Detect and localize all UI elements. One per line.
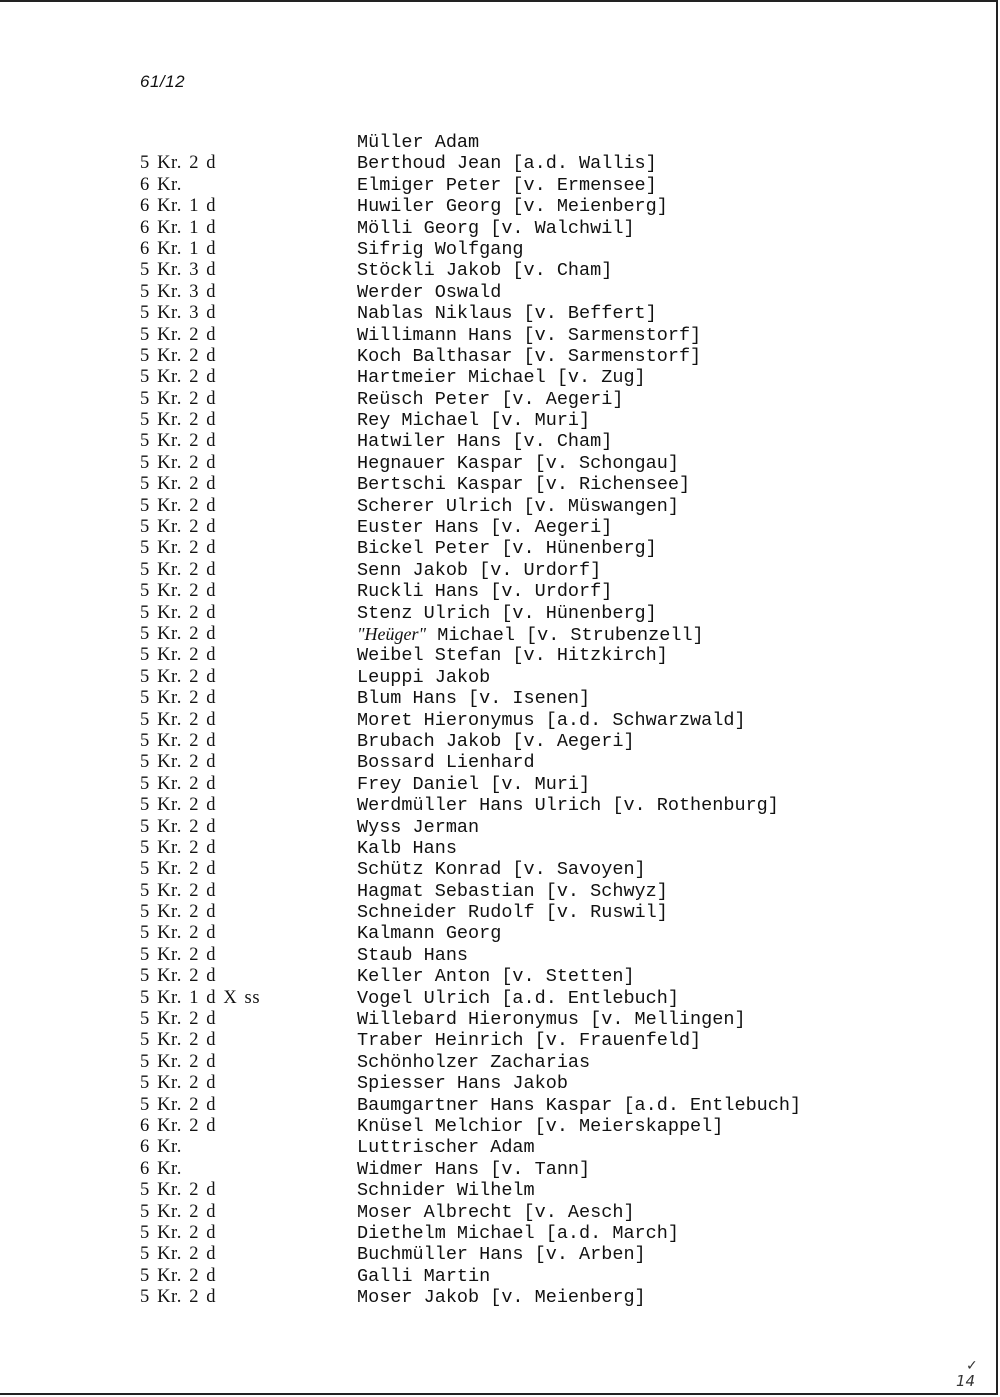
entry-person: [357, 624, 704, 645]
entry-person: [357, 496, 679, 517]
ledger-entry: [140, 410, 801, 431]
ledger-entry: [140, 153, 801, 174]
entry-amount: 5 Kr. 2 d: [140, 752, 217, 773]
entry-amount: 5 Kr. 2 d: [140, 816, 217, 837]
ledger-entry: [140, 538, 801, 559]
entry-amount: 5 Kr. 2 d: [140, 367, 217, 388]
entry-person: [357, 945, 468, 966]
entry-name: Stenz Ulrich [v. Hünenberg]: [357, 602, 657, 624]
ledger-entry: [140, 667, 801, 688]
entry-person: [357, 1073, 568, 1094]
entry-person: [357, 453, 679, 474]
entry-amount: 5 Kr. 2 d: [140, 431, 217, 452]
entry-person: [357, 560, 601, 581]
entry-amount: 5 Kr. 2 d: [140, 1094, 217, 1115]
ledger-entry: [140, 239, 801, 260]
entry-person: [357, 1009, 746, 1030]
ledger-entry: [140, 1180, 801, 1201]
entry-amount: 5 Kr. 2 d: [140, 1244, 217, 1265]
entry-person: [357, 667, 490, 688]
entry-amount: 5 Kr. 2 d: [140, 859, 217, 880]
entry-name: Berthoud Jean [a.d. Wallis]: [357, 153, 657, 175]
entry-person: [357, 303, 657, 324]
entry-person: [357, 902, 668, 923]
entry-amount: 5 Kr. 2 d: [140, 495, 217, 516]
entry-name: Bertschi Kaspar [v. Richensee]: [357, 474, 691, 496]
entry-amount: 5 Kr. 2 d: [140, 1287, 217, 1308]
ledger-entry: [140, 560, 801, 581]
entry-person: [357, 282, 501, 303]
entry-person: [357, 239, 524, 260]
ledger-entry: [140, 453, 801, 474]
entry-name: Moser Albrecht [v. Aesch]: [357, 1201, 635, 1223]
ledger-entry: [140, 902, 801, 923]
ledger-entry: [140, 710, 801, 731]
entry-amount: 5 Kr. 2 d: [140, 966, 217, 987]
ledger-entry: [140, 795, 801, 816]
entry-name: Hagmat Sebastian [v. Schwyz]: [357, 880, 668, 902]
entry-person: [357, 966, 635, 987]
check-mark-icon: ✓: [966, 1358, 978, 1374]
entry-amount: 6 Kr. 1 d: [140, 196, 217, 217]
entry-person: [357, 1116, 723, 1137]
entry-person: [357, 1030, 701, 1051]
entry-name: Bossard Lienhard: [357, 752, 535, 774]
entry-amount: 5 Kr. 1 d X ss: [140, 987, 261, 1008]
entry-amount: 5 Kr. 2 d: [140, 559, 217, 580]
entry-name: Frey Daniel [v. Muri]: [357, 773, 591, 795]
entry-name: Nablas Niklaus [v. Beffert]: [357, 303, 657, 325]
entry-name: Bickel Peter [v. Hünenberg]: [357, 538, 657, 560]
entry-person: [357, 645, 668, 666]
ledger-entry: [140, 1287, 801, 1308]
entry-person: [357, 923, 501, 944]
entry-amount: 5 Kr. 2 d: [140, 730, 217, 751]
entry-name: Michael [v. Strubenzell]: [426, 624, 704, 646]
entry-amount: 5 Kr. 2 d: [140, 1180, 217, 1201]
entry-amount: 5 Kr. 3 d: [140, 303, 217, 324]
ledger-entry: [140, 1095, 801, 1116]
ledger-entry: [140, 1202, 801, 1223]
entry-amount: 5 Kr. 2 d: [140, 923, 217, 944]
entry-person: [357, 774, 590, 795]
entry-amount: 6 Kr.: [140, 1158, 182, 1179]
entry-person: [357, 838, 457, 859]
ledger-entry: [140, 1159, 801, 1180]
entry-amount: 5 Kr. 2 d: [140, 709, 217, 730]
entry-amount: 5 Kr. 2 d: [140, 581, 217, 602]
entry-name: Knüsel Melchior [v. Meierskappel]: [357, 1115, 724, 1137]
entry-person: [357, 603, 657, 624]
entry-person: [357, 474, 690, 495]
entry-name: Schnider Wilhelm: [357, 1180, 535, 1202]
entry-name: Elmiger Peter [v. Ermensee]: [357, 174, 657, 196]
entry-name: Hegnauer Kaspar [v. Schongau]: [357, 452, 679, 474]
ledger-entry: [140, 581, 801, 602]
entry-person: [357, 581, 612, 602]
ledger-entry: [140, 1223, 801, 1244]
entry-name: Moret Hieronymus [a.d. Schwarzwald]: [357, 709, 746, 731]
entry-amount: 6 Kr. 2 d: [140, 1115, 217, 1136]
header-name: Müller Adam: [357, 132, 480, 153]
entry-person: [357, 1202, 635, 1223]
entry-amount: 5 Kr. 2 d: [140, 795, 217, 816]
entry-amount: 6 Kr.: [140, 174, 182, 195]
entry-amount: 5 Kr. 2 d: [140, 153, 217, 174]
entry-person: [357, 1159, 590, 1180]
entry-name: Rey Michael [v. Muri]: [357, 410, 591, 432]
ledger-entry: [140, 624, 801, 645]
entry-person: [357, 1137, 535, 1158]
entry-person: [357, 1095, 801, 1116]
entry-name: Weibel Stefan [v. Hitzkirch]: [357, 645, 668, 667]
ledger-entry: [140, 1244, 801, 1265]
entry-amount: 5 Kr. 2 d: [140, 623, 217, 644]
ledger-entry: [140, 346, 801, 367]
ledger-entry: [140, 218, 801, 239]
entry-name: Euster Hans [v. Aegeri]: [357, 517, 613, 539]
ledger-entry: [140, 752, 801, 773]
entry-name: Mölli Georg [v. Walchwil]: [357, 217, 635, 239]
margin-note: 14: [956, 1372, 976, 1390]
entry-amount: 5 Kr. 2 d: [140, 666, 217, 687]
ledger-entry: [140, 474, 801, 495]
ledger-entry: [140, 945, 801, 966]
entry-person: [357, 389, 623, 410]
entry-name: Senn Jakob [v. Urdorf]: [357, 559, 602, 581]
ledger-entry: [140, 303, 801, 324]
entry-person: [357, 260, 612, 281]
entry-amount: 5 Kr. 2 d: [140, 517, 217, 538]
entry-amount: 5 Kr. 2 d: [140, 1265, 217, 1286]
entry-person: [357, 817, 479, 838]
entry-amount: 5 Kr. 2 d: [140, 1222, 217, 1243]
entry-name: Schütz Konrad [v. Savoyen]: [357, 859, 646, 881]
entry-amount: 5 Kr. 2 d: [140, 324, 217, 345]
entry-person: [357, 710, 746, 731]
entry-name: Buchmüller Hans [v. Arben]: [357, 1244, 646, 1266]
entry-amount: 5 Kr. 2 d: [140, 1030, 217, 1051]
entry-amount: 5 Kr. 2 d: [140, 837, 217, 858]
ledger-entry: [140, 923, 801, 944]
entry-person: [357, 1052, 590, 1073]
entry-name: Wyss Jerman: [357, 816, 480, 838]
entry-person: [357, 752, 535, 773]
entry-person: [357, 325, 701, 346]
ledger-entry: [140, 431, 801, 452]
entry-person: [357, 431, 612, 452]
entry-amount: 6 Kr. 1 d: [140, 238, 217, 259]
ledger-entry: [140, 688, 801, 709]
entry-person: [357, 881, 668, 902]
entry-name: Galli Martin: [357, 1265, 491, 1287]
entry-amount: 5 Kr. 3 d: [140, 281, 217, 302]
entry-name: Brubach Jakob [v. Aegeri]: [357, 730, 635, 752]
entry-name: Sifrig Wolfgang: [357, 238, 524, 260]
entry-amount: 5 Kr. 2 d: [140, 1051, 217, 1072]
entry-name: Luttrischer Adam: [357, 1137, 535, 1159]
entry-name: Staub Hans: [357, 944, 469, 966]
entry-person: [357, 196, 668, 217]
entry-name: Scherer Ulrich [v. Müswangen]: [357, 495, 679, 517]
entry-person: [357, 218, 635, 239]
entry-person: [357, 367, 646, 388]
ledger-entry: [140, 731, 801, 752]
entry-amount: 6 Kr. 1 d: [140, 217, 217, 238]
entry-name: Ruckli Hans [v. Urdorf]: [357, 581, 613, 603]
ledger-entry: [140, 1137, 801, 1158]
ledger-entry: [140, 1030, 801, 1051]
entry-amount: 5 Kr. 2 d: [140, 1009, 217, 1030]
entry-name: Kalmann Georg: [357, 923, 502, 945]
entry-name: Traber Heinrich [v. Frauenfeld]: [357, 1030, 702, 1052]
entry-name: Blum Hans [v. Isenen]: [357, 688, 591, 710]
entry-name: Kalb Hans: [357, 837, 457, 859]
ledger-entry: [140, 859, 801, 880]
entry-amount: 5 Kr. 2 d: [140, 902, 217, 923]
ledger-entry: [140, 517, 801, 538]
entry-name: Huwiler Georg [v. Meienberg]: [357, 196, 668, 218]
entry-name: Reüsch Peter [v. Aegeri]: [357, 388, 624, 410]
entry-person: [357, 175, 657, 196]
ledger-entry: [140, 496, 801, 517]
page-reference: 61/12: [140, 72, 186, 91]
entry-amount: 5 Kr. 2 d: [140, 773, 217, 794]
ledger-entry: [140, 774, 801, 795]
entry-amount: 5 Kr. 2 d: [140, 410, 217, 431]
ledger-entry: [140, 966, 801, 987]
entry-person: [357, 1287, 646, 1308]
ledger-entry: [140, 1266, 801, 1287]
ledger-entry: [140, 260, 801, 281]
entry-name: Widmer Hans [v. Tann]: [357, 1158, 591, 1180]
entry-amount: 5 Kr. 2 d: [140, 944, 217, 965]
entry-person: [357, 988, 679, 1009]
entry-amount: 5 Kr. 2 d: [140, 345, 217, 366]
entry-person: [357, 153, 657, 174]
ledger-entry: [140, 1116, 801, 1137]
entry-name: Moser Jakob [v. Meienberg]: [357, 1287, 646, 1309]
entry-name: Hatwiler Hans [v. Cham]: [357, 431, 613, 453]
entry-amount: 5 Kr. 2 d: [140, 474, 217, 495]
entry-amount: 5 Kr. 2 d: [140, 452, 217, 473]
ledger-entry: [140, 1052, 801, 1073]
entry-person: [357, 688, 590, 709]
entry-amount: 5 Kr. 2 d: [140, 1073, 217, 1094]
entry-name: Vogel Ulrich [a.d. Entlebuch]: [357, 987, 679, 1009]
entry-person: [357, 517, 612, 538]
entry-name: Koch Balthasar [v. Sarmenstorf]: [357, 345, 702, 367]
entry-name: Diethelm Michael [a.d. March]: [357, 1222, 679, 1244]
entry-nickname: "Heüger": [357, 623, 427, 644]
entry-person: [357, 1244, 646, 1265]
ledger-entry: [140, 881, 801, 902]
entry-amount: 6 Kr.: [140, 1137, 182, 1158]
entry-amount: 5 Kr. 2 d: [140, 538, 217, 559]
entry-name: Spiesser Hans Jakob: [357, 1073, 568, 1095]
entry-person: [357, 538, 657, 559]
ledger-entry: [140, 282, 801, 303]
entry-amount: 5 Kr. 2 d: [140, 1201, 217, 1222]
entry-name: Leuppi Jakob: [357, 666, 491, 688]
entry-name: Willimann Hans [v. Sarmenstorf]: [357, 324, 702, 346]
entry-person: [357, 1223, 679, 1244]
ledger-list: [140, 153, 801, 1308]
entry-person: [357, 410, 590, 431]
entry-name: Werder Oswald: [357, 281, 502, 303]
ledger-entry: [140, 389, 801, 410]
entry-name: Schneider Rudolf [v. Ruswil]: [357, 902, 668, 924]
ledger-entry: [140, 175, 801, 196]
entry-amount: 5 Kr. 2 d: [140, 388, 217, 409]
ledger-entry: [140, 817, 801, 838]
ledger-entry: [140, 1073, 801, 1094]
entry-amount: 5 Kr. 3 d: [140, 260, 217, 281]
entry-name: Keller Anton [v. Stetten]: [357, 966, 635, 988]
ledger-entry: [140, 645, 801, 666]
ledger-entry: [140, 325, 801, 346]
entry-person: [357, 346, 701, 367]
entry-amount: 5 Kr. 2 d: [140, 645, 217, 666]
entry-name: Baumgartner Hans Kaspar [a.d. Entlebuch]: [357, 1094, 802, 1116]
entry-name: Willebard Hieronymus [v. Mellingen]: [357, 1009, 746, 1031]
ledger-entry: [140, 838, 801, 859]
entry-name: Hartmeier Michael [v. Zug]: [357, 367, 646, 389]
entry-name: Stöckli Jakob [v. Cham]: [357, 260, 613, 282]
entry-person: [357, 1180, 535, 1201]
entry-person: [357, 731, 635, 752]
ledger-entry: [140, 1009, 801, 1030]
entry-amount: 5 Kr. 2 d: [140, 880, 217, 901]
ledger-entry: [140, 196, 801, 217]
ledger-entry: [140, 988, 801, 1009]
entry-person: [357, 1266, 490, 1287]
entry-person: [357, 795, 779, 816]
entry-amount: 5 Kr. 2 d: [140, 688, 217, 709]
ledger-entry: [140, 603, 801, 624]
ledger-entry: [140, 367, 801, 388]
entry-amount: 5 Kr. 2 d: [140, 602, 217, 623]
entry-name: Werdmüller Hans Ulrich [v. Rothenburg]: [357, 795, 779, 817]
entry-name: Schönholzer Zacharias: [357, 1051, 591, 1073]
entry-person: [357, 859, 646, 880]
